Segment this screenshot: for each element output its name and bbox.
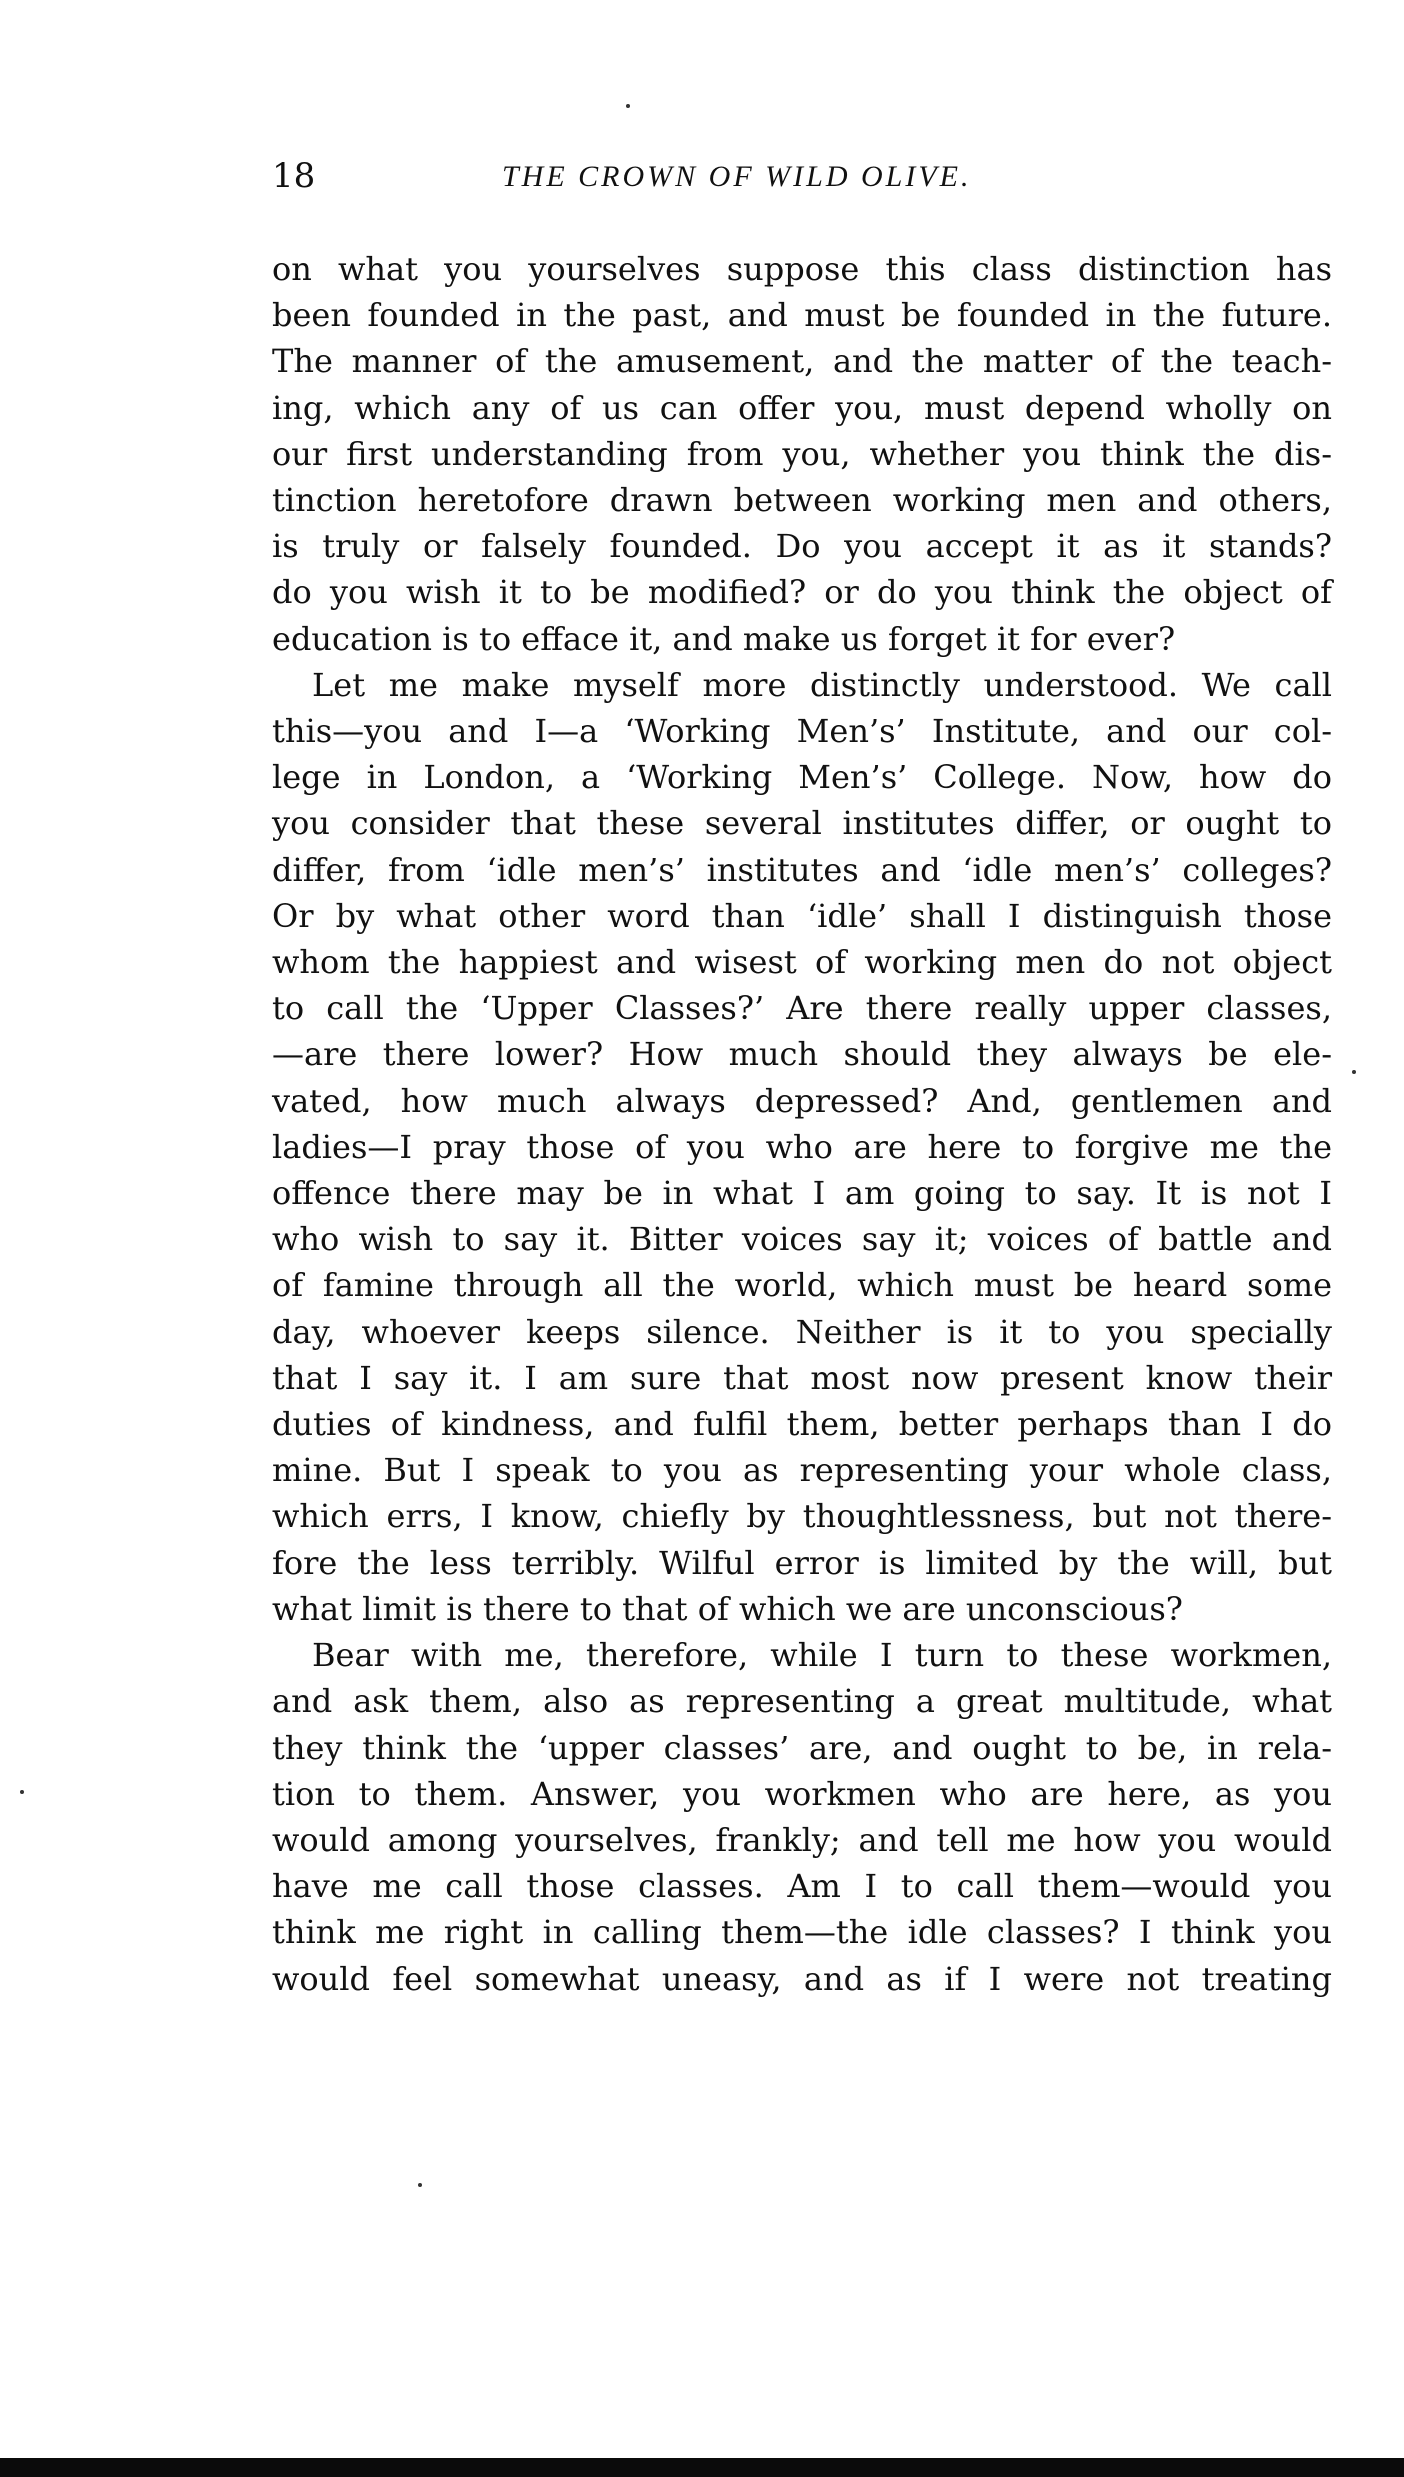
text-line: to call the ‘Upper Classes?’ Are there really upper classes, [272, 989, 1332, 1028]
paragraph-3 [272, 1632, 1332, 2002]
text-line: have me call those classes. Am I to call them—would you [272, 1867, 1332, 1906]
text-line: Bear with me, therefore, while I turn to these workmen, [312, 1636, 1332, 1675]
text-line: mine. But I speak to you as representing your whole class, [272, 1451, 1332, 1490]
text-line: Or by what other word than ‘idle’ shall I distinguish those [272, 896, 1332, 935]
text-line: duties of kindness, and fulfil them, better perhaps than I do [272, 1405, 1332, 1444]
text-line: they think the ‘upper classes’ are, and ought to be, in rela- [272, 1728, 1332, 1767]
text-line: is truly or falsely founded. Do you accept it as it stands? [272, 527, 1332, 566]
bottom-scan-edge [0, 2452, 1404, 2477]
text-line: and ask them, also as representing a great multitude, what [272, 1682, 1332, 1721]
text-line: lege in London, a ‘Working Men’s’ College. Now, how do [272, 758, 1332, 797]
text-line: who wish to say it. Bitter voices say it; voices of battle and [272, 1220, 1332, 1259]
text-line: what limit is there to that of which we are unconscious? [272, 1589, 1183, 1628]
text-line: Let me make myself more distinctly understood. We call [312, 665, 1332, 704]
text-line: on what you yourselves suppose this class distinction has [272, 250, 1332, 288]
text-line: ladies—I pray those of you who are here to forgive me the [272, 1127, 1332, 1166]
text-line: do you wish it to be modified? or do you think the object of [272, 573, 1332, 612]
text-line: which errs, I know, chiefly by thoughtlessness, but not there- [272, 1497, 1332, 1536]
text-line: think me right in calling them—the idle classes? I think you [272, 1913, 1332, 1952]
page-number: 18 [272, 156, 316, 196]
text-line: offence there may be in what I am going to say. It is not I [272, 1174, 1332, 1213]
text-line: whom the happiest and wisest of working men do not object [272, 943, 1332, 982]
text-line: tion to them. Answer, you workmen who are here, as you [272, 1774, 1332, 1813]
text-line: this—you and I—a ‘Working Men’s’ Institute, and our col- [272, 712, 1332, 751]
paragraph-2 [272, 662, 1332, 1632]
text-line: been founded in the past, and must be founded in the future. [272, 296, 1332, 335]
text-line: fore the less terribly. Wilful error is limited by the will, but [272, 1543, 1332, 1582]
text-line: would feel somewhat uneasy, and as if I were not treating [272, 1959, 1332, 1998]
text-line: you consider that these several institutes differ, or ought to [272, 804, 1332, 843]
print-speck [626, 104, 630, 108]
print-speck [1352, 1070, 1356, 1074]
page-header [272, 156, 1332, 206]
text-line: The manner of the amusement, and the matter of the teach- [272, 342, 1332, 381]
body-text [272, 246, 1332, 2002]
running-title: THE CROWN OF WILD OLIVE. [502, 160, 972, 193]
text-line: would among yourselves, frankly; and tell me how you would [272, 1820, 1332, 1859]
text-line: our first understanding from you, whether you think the dis- [272, 434, 1332, 473]
text-line: ing, which any of us can offer you, must depend wholly on [272, 388, 1332, 427]
text-line: differ, from ‘idle men’s’ institutes and ‘idle men’s’ colleges? [272, 850, 1332, 889]
paragraph-1 [272, 246, 1332, 662]
text-line: education is to efface it, and make us forget it for ever? [272, 619, 1176, 658]
print-speck [418, 2183, 422, 2187]
text-line: —are there lower? How much should they always be ele- [272, 1035, 1332, 1074]
text-line: day, whoever keeps silence. Neither is it to you specially [272, 1312, 1332, 1351]
text-line: of famine through all the world, which must be heard some [272, 1266, 1332, 1305]
print-speck [20, 1790, 24, 1794]
text-line: vated, how much always depressed? And, gentlemen and [272, 1081, 1332, 1120]
text-line: tinction heretofore drawn between working men and others, [272, 481, 1332, 520]
text-line: that I say it. I am sure that most now present know their [272, 1358, 1332, 1397]
